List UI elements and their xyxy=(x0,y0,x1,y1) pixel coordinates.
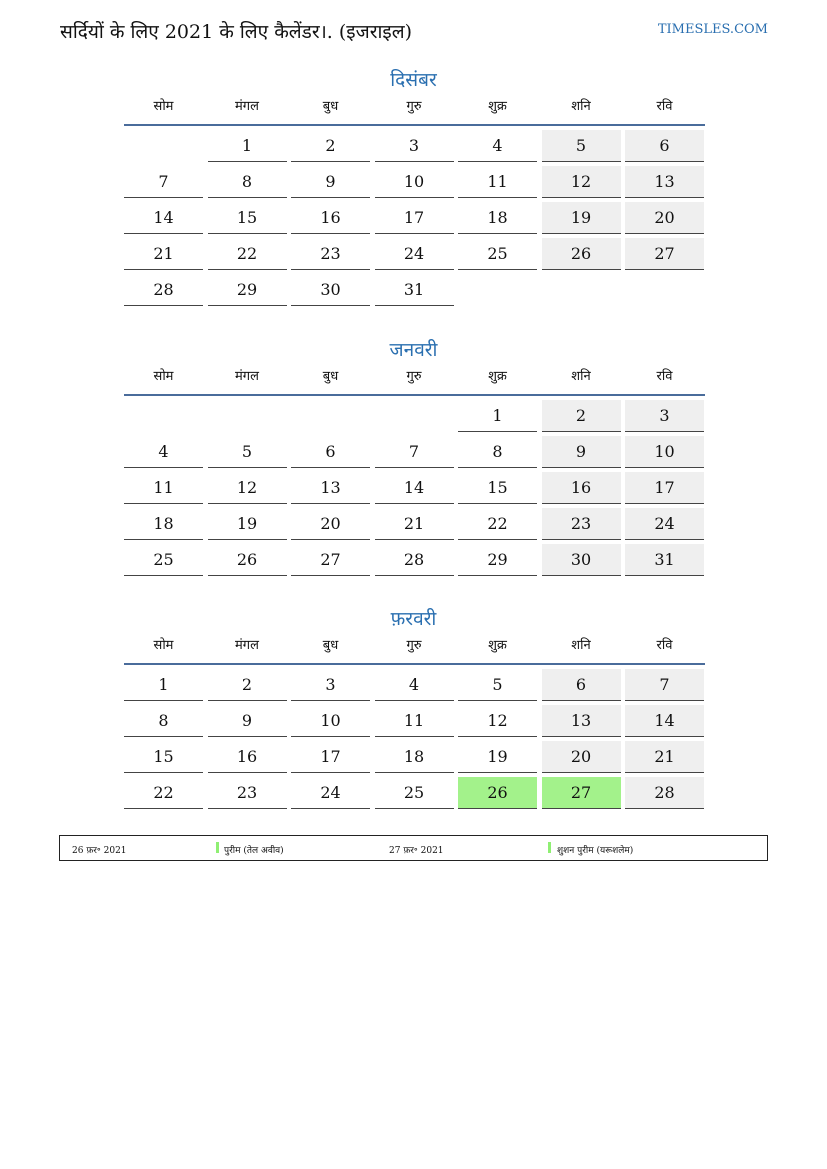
week-row xyxy=(124,741,705,773)
day-cell: 16 xyxy=(542,472,621,504)
weekday-label: मंगल xyxy=(235,369,259,384)
day-cell: 31 xyxy=(625,544,704,576)
weekday-label: शुक्र xyxy=(488,369,507,384)
empty-day-cell xyxy=(542,274,621,306)
weekday-label: रवि xyxy=(656,638,673,653)
weeks-grid xyxy=(124,396,705,576)
day-cell: 11 xyxy=(124,472,203,504)
day-cell: 2 xyxy=(291,130,370,162)
weeks-grid xyxy=(124,126,705,306)
day-cell: 6 xyxy=(291,436,370,468)
day-cell: 25 xyxy=(458,238,537,270)
empty-day-cell xyxy=(291,400,370,432)
weekday-header xyxy=(124,633,705,665)
holiday-color-swatch xyxy=(548,842,551,853)
day-cell: 14 xyxy=(124,202,203,234)
day-cell: 23 xyxy=(291,238,370,270)
month-title: दिसंबर xyxy=(390,69,437,91)
weekday-label: शनि xyxy=(571,369,591,384)
day-cell: 21 xyxy=(625,741,704,773)
day-cell: 5 xyxy=(458,669,537,701)
month-february xyxy=(122,605,705,813)
week-row xyxy=(124,238,705,270)
empty-day-cell xyxy=(375,400,454,432)
holiday-legend xyxy=(59,835,768,861)
day-cell: 11 xyxy=(458,166,537,198)
weekday-label: सोम xyxy=(153,369,174,384)
week-row xyxy=(124,705,705,737)
week-row xyxy=(124,400,705,432)
day-cell: 23 xyxy=(542,508,621,540)
empty-day-cell xyxy=(124,130,203,162)
day-cell: 27 xyxy=(625,238,704,270)
holiday-color-swatch xyxy=(216,842,219,853)
day-cell: 28 xyxy=(625,777,704,809)
day-cell: 24 xyxy=(375,238,454,270)
day-cell: 5 xyxy=(542,130,621,162)
day-cell: 3 xyxy=(291,669,370,701)
weekday-label: बुध xyxy=(322,638,339,653)
weekday-label: गुरु xyxy=(406,99,422,114)
week-row xyxy=(124,274,705,306)
week-row xyxy=(124,669,705,701)
legend-holiday-name: शुशन पुरीम (यरूशलेम) xyxy=(557,846,634,856)
week-row xyxy=(124,166,705,198)
day-cell: 10 xyxy=(291,705,370,737)
day-cell: 31 xyxy=(375,274,454,306)
day-cell: 5 xyxy=(208,436,287,468)
day-cell: 16 xyxy=(291,202,370,234)
day-cell: 19 xyxy=(208,508,287,540)
day-cell: 1 xyxy=(124,669,203,701)
week-row xyxy=(124,202,705,234)
day-cell: 27 xyxy=(542,777,621,809)
legend-date: 26 फ़र॰ 2021 xyxy=(72,846,127,856)
day-cell: 15 xyxy=(458,472,537,504)
weekday-label: बुध xyxy=(322,369,339,384)
day-cell: 12 xyxy=(208,472,287,504)
weekday-label: रवि xyxy=(656,369,673,384)
day-cell: 26 xyxy=(208,544,287,576)
weekday-label: सोम xyxy=(153,99,174,114)
weekday-label: शनि xyxy=(571,99,591,114)
weekday-label: रवि xyxy=(656,99,673,114)
day-cell: 14 xyxy=(375,472,454,504)
day-cell: 1 xyxy=(208,130,287,162)
day-cell: 9 xyxy=(542,436,621,468)
day-cell: 16 xyxy=(208,741,287,773)
day-cell: 9 xyxy=(291,166,370,198)
day-cell: 4 xyxy=(124,436,203,468)
day-cell: 21 xyxy=(375,508,454,540)
day-cell: 15 xyxy=(124,741,203,773)
week-row xyxy=(124,508,705,540)
day-cell: 20 xyxy=(625,202,704,234)
weekday-label: मंगल xyxy=(235,99,259,114)
day-cell: 22 xyxy=(208,238,287,270)
day-cell: 22 xyxy=(458,508,537,540)
day-cell: 6 xyxy=(542,669,621,701)
day-cell: 19 xyxy=(458,741,537,773)
empty-day-cell xyxy=(458,274,537,306)
day-cell: 3 xyxy=(375,130,454,162)
day-cell: 7 xyxy=(124,166,203,198)
day-cell: 19 xyxy=(542,202,621,234)
month-december xyxy=(122,66,705,310)
day-cell: 13 xyxy=(625,166,704,198)
day-cell: 15 xyxy=(208,202,287,234)
day-cell: 8 xyxy=(124,705,203,737)
day-cell: 1 xyxy=(458,400,537,432)
day-cell: 7 xyxy=(375,436,454,468)
week-row xyxy=(124,436,705,468)
day-cell: 20 xyxy=(291,508,370,540)
day-cell: 2 xyxy=(208,669,287,701)
weekday-label: सोम xyxy=(153,638,174,653)
day-cell: 12 xyxy=(458,705,537,737)
empty-day-cell xyxy=(208,400,287,432)
month-title: फ़रवरी xyxy=(390,608,437,630)
weekday-label: गुरु xyxy=(406,369,422,384)
day-cell: 8 xyxy=(458,436,537,468)
day-cell: 28 xyxy=(375,544,454,576)
day-cell: 21 xyxy=(124,238,203,270)
legend-date: 27 फ़र॰ 2021 xyxy=(389,846,444,856)
week-row xyxy=(124,544,705,576)
day-cell: 14 xyxy=(625,705,704,737)
day-cell: 17 xyxy=(625,472,704,504)
month-title: जनवरी xyxy=(389,339,438,361)
day-cell: 2 xyxy=(542,400,621,432)
day-cell: 10 xyxy=(625,436,704,468)
day-cell: 17 xyxy=(291,741,370,773)
legend-holiday-name: पुरीम (तेल अवीव) xyxy=(224,846,284,856)
day-cell: 26 xyxy=(458,777,537,809)
page-title: सर्दियों के लिए 2021 के लिए कैलेंडर।. (इजराइल) xyxy=(60,21,413,43)
day-cell: 23 xyxy=(208,777,287,809)
day-cell: 30 xyxy=(542,544,621,576)
day-cell: 3 xyxy=(625,400,704,432)
day-cell: 18 xyxy=(375,741,454,773)
day-cell: 11 xyxy=(375,705,454,737)
day-cell: 24 xyxy=(625,508,704,540)
day-cell: 26 xyxy=(542,238,621,270)
day-cell: 13 xyxy=(542,705,621,737)
day-cell: 8 xyxy=(208,166,287,198)
day-cell: 4 xyxy=(458,130,537,162)
weekday-label: शुक्र xyxy=(488,638,507,653)
day-cell: 27 xyxy=(291,544,370,576)
day-cell: 24 xyxy=(291,777,370,809)
weekday-label: गुरु xyxy=(406,638,422,653)
weekday-header xyxy=(124,94,705,126)
day-cell: 7 xyxy=(625,669,704,701)
day-cell: 20 xyxy=(542,741,621,773)
week-row xyxy=(124,472,705,504)
day-cell: 13 xyxy=(291,472,370,504)
day-cell: 29 xyxy=(458,544,537,576)
empty-day-cell xyxy=(124,400,203,432)
weekday-label: बुध xyxy=(322,99,339,114)
day-cell: 17 xyxy=(375,202,454,234)
week-row xyxy=(124,130,705,162)
day-cell: 29 xyxy=(208,274,287,306)
day-cell: 10 xyxy=(375,166,454,198)
weekday-label: शनि xyxy=(571,638,591,653)
month-january xyxy=(122,336,705,580)
day-cell: 9 xyxy=(208,705,287,737)
weekday-label: मंगल xyxy=(235,638,259,653)
day-cell: 28 xyxy=(124,274,203,306)
day-cell: 18 xyxy=(124,508,203,540)
day-cell: 25 xyxy=(375,777,454,809)
day-cell: 18 xyxy=(458,202,537,234)
week-row xyxy=(124,777,705,809)
weeks-grid xyxy=(124,665,705,809)
day-cell: 25 xyxy=(124,544,203,576)
day-cell: 30 xyxy=(291,274,370,306)
day-cell: 22 xyxy=(124,777,203,809)
day-cell: 6 xyxy=(625,130,704,162)
brand-link[interactable]: TIMESLES.COM xyxy=(657,22,768,37)
day-cell: 4 xyxy=(375,669,454,701)
weekday-label: शुक्र xyxy=(488,99,507,114)
day-cell: 12 xyxy=(542,166,621,198)
empty-day-cell xyxy=(625,274,704,306)
weekday-header xyxy=(124,364,705,396)
